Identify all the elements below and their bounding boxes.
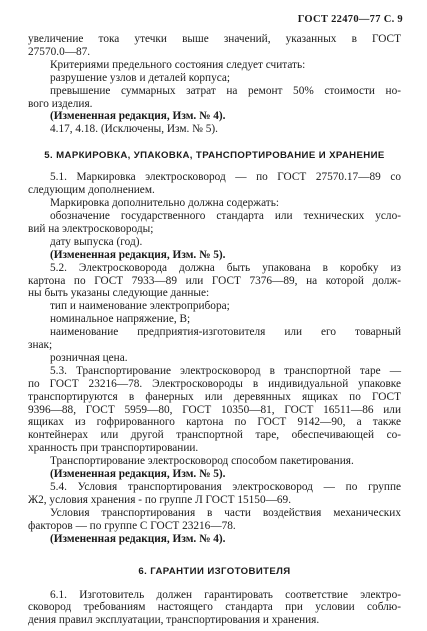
text-line: увеличение тока утечки выше значений, указанных в ГОСТ — [28, 33, 401, 45]
clause-5-3: по ГОСТ 23216—78. Электросковороды в индивидуальной упаковке — [28, 377, 401, 390]
page-header-code: ГОСТ 22470—77 С. 9 — [297, 14, 403, 25]
clause-5-2: картона по ГОСТ 7933—89 или ГОСТ 7376—89, на которой долж- — [28, 274, 401, 287]
clause-5-4: Ж2, условия хранения - по группе Л ГОСТ 15150—69. — [28, 493, 292, 506]
clause-5-4-mechanical: Условия транспортирования в части воздействия механических — [50, 506, 401, 519]
edit-note: (Измененная редакция, Изм. № 5). — [50, 248, 226, 261]
clause-5-3: ящиках из гофрированного картона по ГОСТ 9142—90, а также — [28, 416, 401, 429]
clause-5-3: 9396—88, ГОСТ 5959—80, ГОСТ 10350—81, ГОСТ 16511—86 или — [28, 403, 401, 416]
label-item: розничная цена. — [50, 351, 128, 364]
clause-6-1: 6.1. Изготовитель должен гарантировать соответствие электро- — [50, 588, 401, 601]
clause-6-1: дения правил эксплуатации, транспортирования и хранения. — [28, 614, 320, 627]
clause-5-3-packaging: Транспортирование электросковород способом пакетирования. — [50, 455, 354, 468]
criteria-intro: Критериями предельного состояния следует считать: — [50, 58, 306, 71]
edit-note: (Измененная редакция, Изм. № 4). — [50, 110, 226, 123]
clause-6-1: сковород требованиям настоящего стандарта при условии соблю- — [28, 601, 401, 614]
section-5-heading: 5. МАРКИРОВКА, УПАКОВКА, ТРАНСПОРТИРОВАНИЕ И ХРАНЕНИЕ — [44, 150, 385, 162]
clause-5-4-mechanical: факторов — по группе С ГОСТ 23216—78. — [28, 519, 236, 532]
clause-5-1: следующим дополнением. — [28, 184, 155, 197]
criteria-item: разрушение узлов и деталей корпуса; — [50, 71, 231, 84]
clause-5-1: 5.1. Маркировка электросковород — по ГОСТ 27570.17—89 со — [50, 171, 401, 184]
criteria-item: превышение суммарных затрат на ремонт 50% стоимости но- — [50, 84, 401, 97]
edit-note: (Измененная редакция, Изм. № 4). — [50, 532, 226, 545]
marking-item: дату выпуска (год). — [50, 235, 143, 248]
text-line: 27570.0—87. — [28, 45, 91, 58]
clause-5-3: транспортируются в фанерных или деревянных ящиках по ГОСТ — [28, 390, 401, 403]
edit-note: (Измененная редакция, Изм. № 5). — [50, 468, 226, 481]
marking-item: обозначение государственного стандарта или технических усло- — [50, 209, 401, 222]
marking-intro: Маркировка дополнительно должна содержать: — [50, 197, 280, 210]
section-6-heading: 6. ГАРАНТИИ ИЗГОТОВИТЕЛЯ — [138, 565, 291, 577]
clause-5-3: контейнерах или другой транспортной таре, обеспечивающей со- — [28, 429, 401, 442]
label-item: наименование предприятия-изготовителя или его товарный — [50, 326, 401, 339]
clause-5-3: 5.3. Транспортирование электросковород в транспортной таре — — [50, 364, 401, 377]
criteria-item: вого изделия. — [28, 97, 93, 110]
clause-5-4: 5.4. Условия транспортирования электросковород — по группе — [50, 481, 401, 493]
clause-5-2: 5.2. Электросковорода должна быть упакована в коробку из — [50, 261, 401, 274]
label-item: номинальное напряжение, В; — [50, 313, 191, 326]
document-body — [28, 33, 401, 627]
marking-item: вий на электросковороды; — [28, 222, 154, 235]
label-item: знак; — [28, 339, 53, 352]
label-item: тип и наименование электроприбора; — [50, 300, 230, 313]
clause-5-3: хранность при транспортировании. — [28, 442, 199, 455]
excluded-note: 4.17, 4.18. (Исключены, Изм. № 5). — [50, 123, 218, 136]
clause-5-2: ны быть указаны следующие данные: — [28, 287, 210, 300]
